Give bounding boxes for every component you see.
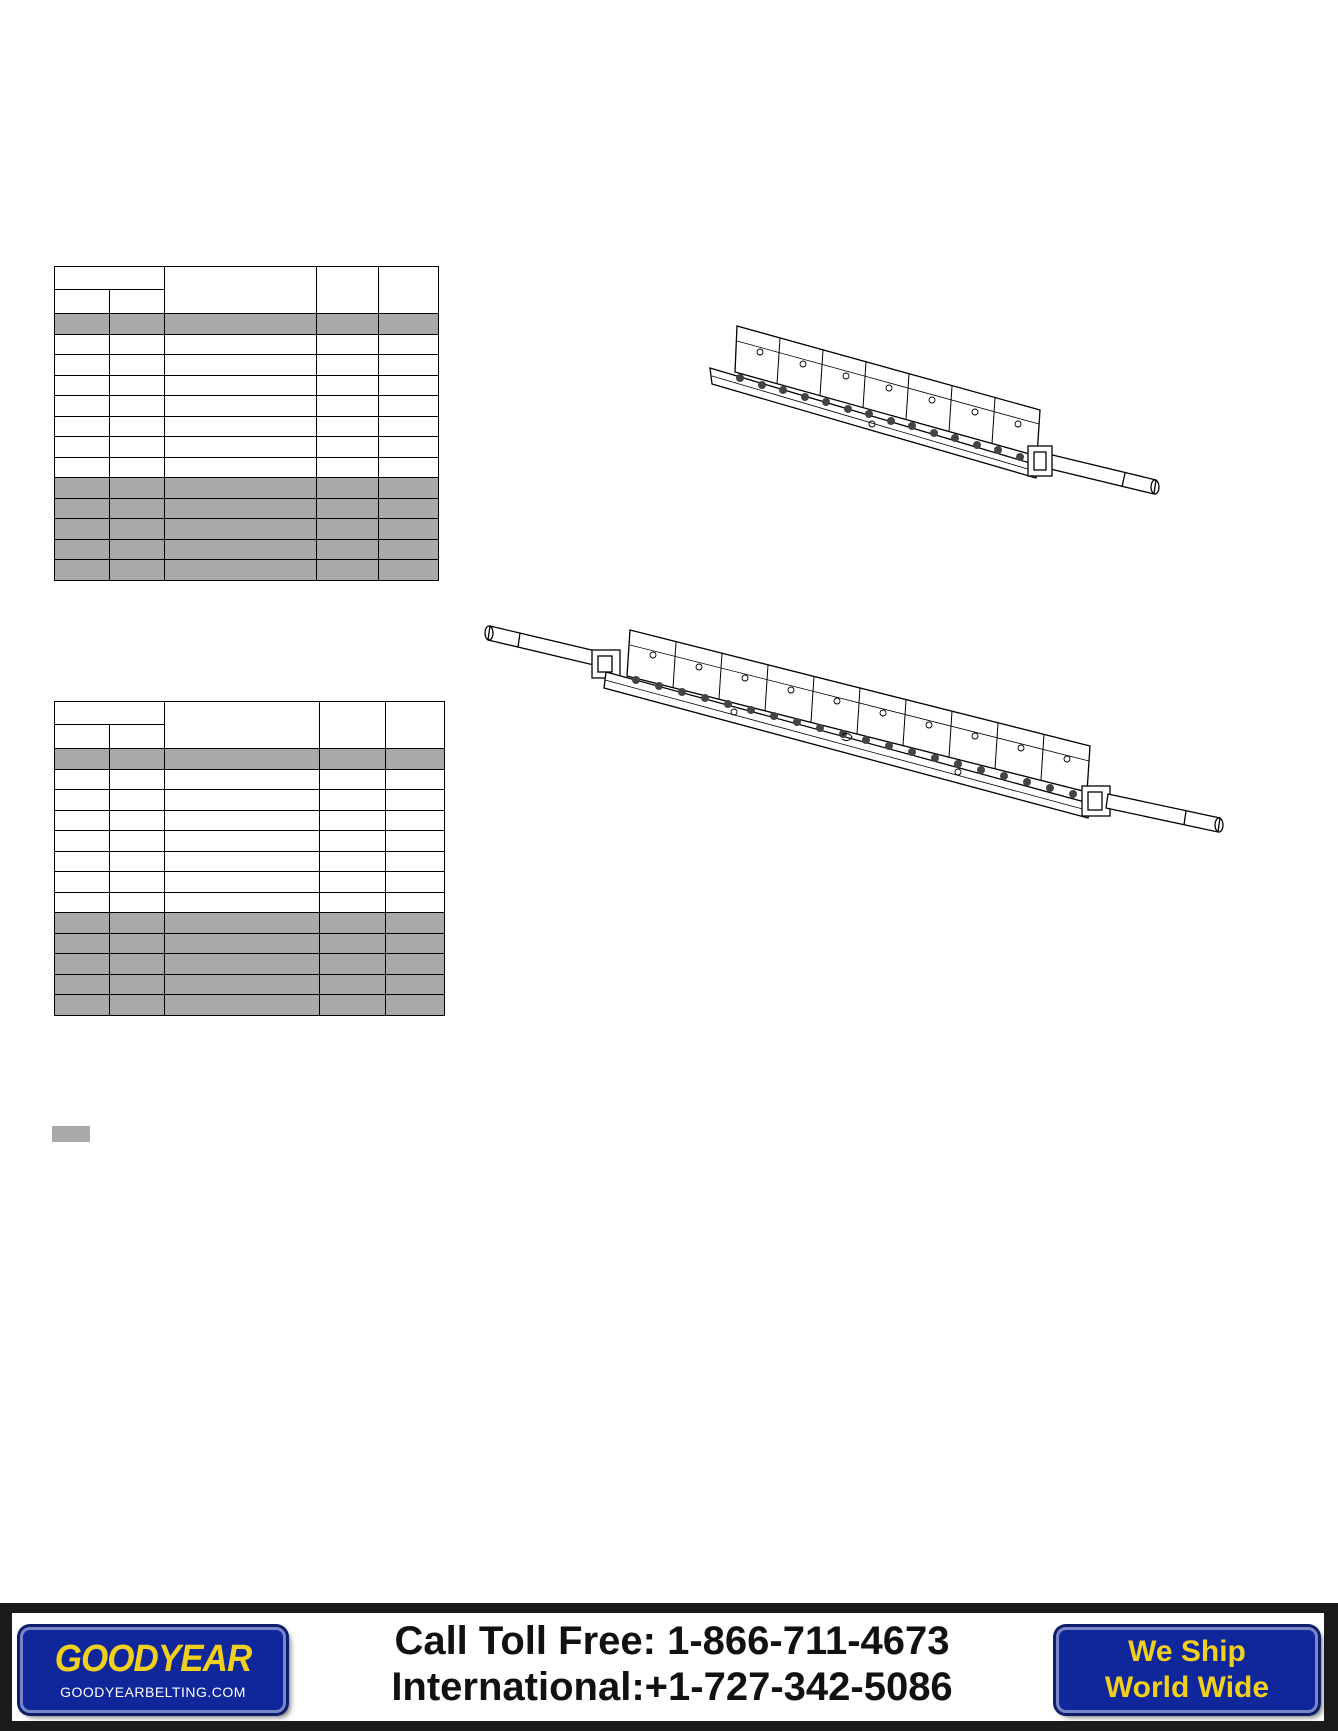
footer-banner <box>0 1603 1338 1731</box>
ship-line-1: We Ship <box>1128 1635 1246 1668</box>
we-ship-world-wide-badge <box>1056 1627 1318 1713</box>
international-phone[interactable]: International:+1-727-342-5086 <box>391 1665 953 1709</box>
toll-free-phone[interactable]: Call Toll Free: 1-866-711-4673 <box>394 1619 950 1663</box>
cleaner-assembly-short-drawing <box>710 326 1159 494</box>
goodyear-url: GOODYEARBELTING.COM <box>60 1684 246 1700</box>
footer-inner <box>12 1613 1324 1721</box>
goodyear-logo[interactable] <box>20 1627 286 1713</box>
ship-line-2: World Wide <box>1104 1671 1270 1704</box>
goodyear-logo-text: GOODYEAR <box>54 1638 252 1680</box>
cleaner-assembly-long-drawing <box>485 626 1223 832</box>
